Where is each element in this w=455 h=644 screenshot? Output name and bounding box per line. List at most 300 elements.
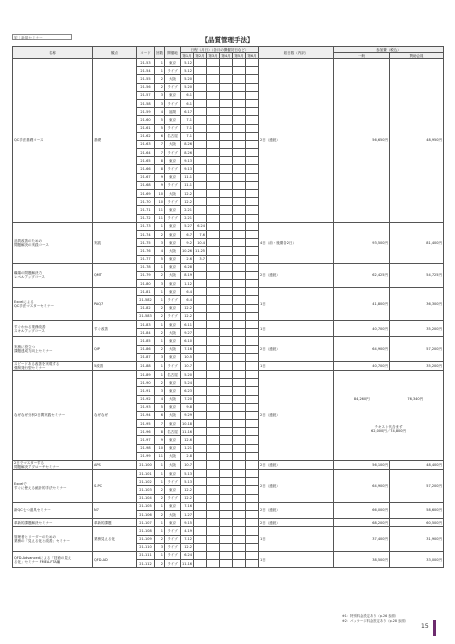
course-total-days: 2日（連続）: [259, 519, 334, 527]
date-5: [233, 494, 246, 502]
fee-note: テキスト代含まず 62,000円／74,800円: [371, 425, 406, 434]
date-2: [194, 535, 207, 543]
date-2: [194, 190, 207, 198]
session-number: 2: [155, 329, 165, 337]
date-2: [194, 494, 207, 502]
date-2: [194, 361, 207, 370]
date-2: [194, 140, 207, 148]
course-code: 21-53: [137, 59, 155, 67]
date-6: [246, 271, 259, 279]
date-2: [194, 560, 207, 568]
table-row: [13, 461, 444, 470]
date-4: [220, 494, 233, 502]
course-code: 21-85: [137, 337, 155, 345]
fee-general: 64,900円: [334, 337, 390, 362]
date-1: 10.7: [181, 361, 194, 370]
course-code: 21-101: [137, 470, 155, 478]
date-3: [207, 116, 220, 124]
venue: 東京: [165, 222, 181, 230]
date-3: [207, 527, 220, 535]
venue: 東京: [165, 59, 181, 67]
date-1: 7.20: [181, 395, 194, 403]
date-6: [246, 173, 259, 181]
date-6: [246, 486, 259, 494]
session-number: 2: [155, 486, 165, 494]
course-field: 業務見える化: [93, 527, 137, 552]
session-number: 1: [155, 263, 165, 271]
date-6: [246, 329, 259, 337]
date-1: 5.20: [181, 75, 194, 83]
date-2: [194, 329, 207, 337]
course-code: 21-67: [137, 173, 155, 181]
session-number: 9: [155, 181, 165, 189]
course-field: QIP: [93, 337, 137, 362]
date-5: [233, 304, 246, 312]
date-6: [246, 304, 259, 312]
session-number: 1: [155, 222, 165, 230]
date-6: [246, 280, 259, 288]
date-1: 6.7: [181, 230, 194, 238]
date-5: [233, 263, 246, 271]
date-4: [220, 444, 233, 452]
date-4: [220, 132, 233, 140]
date-6: [246, 247, 259, 255]
venue: 東京: [165, 321, 181, 329]
date-2: [194, 116, 207, 124]
venue: ライブ: [165, 543, 181, 551]
course-code: 21-59: [137, 108, 155, 116]
date-6: [246, 345, 259, 353]
date-3: [207, 206, 220, 214]
session-number: 1: [155, 461, 165, 470]
session-number: 3: [155, 353, 165, 361]
session-number: 11: [155, 214, 165, 222]
date-4: [220, 486, 233, 494]
course-name: 2日でマスターする 問題解決アプローチセミナー: [13, 461, 93, 470]
date-1: 7.1: [181, 116, 194, 124]
course-field: QFD-AD: [93, 551, 137, 567]
session-number: 2: [155, 510, 165, 518]
fee-member: 48,950円: [390, 59, 444, 223]
date-6: [246, 116, 259, 124]
date-4: [220, 116, 233, 124]
fee-general: 38,500円: [334, 551, 390, 567]
date-1: 7.16: [181, 502, 194, 510]
date-4: [220, 379, 233, 387]
date-4: [220, 190, 233, 198]
date-6: [246, 214, 259, 222]
session-number: 10: [155, 190, 165, 198]
date-3: [207, 519, 220, 527]
date-6: [246, 527, 259, 535]
date-6: [246, 157, 259, 165]
date-3: [207, 190, 220, 198]
date-1: 10.5: [181, 353, 194, 361]
date-4: [220, 157, 233, 165]
date-5: [233, 329, 246, 337]
date-1: 10.7: [181, 461, 194, 470]
course-code: 21-68: [137, 181, 155, 189]
date-2: [194, 280, 207, 288]
course-code: 21-69: [137, 190, 155, 198]
date-5: [233, 535, 246, 543]
course-name: 管理者とリーダーのための 業務の「見える化と改善」セミナー: [13, 527, 93, 552]
date-6: [246, 519, 259, 527]
date-1: 2.21: [181, 206, 194, 214]
date-4: [220, 206, 233, 214]
date-1: 7.1: [181, 132, 194, 140]
course-code: 21-96: [137, 428, 155, 436]
date-4: [220, 337, 233, 345]
date-5: [233, 173, 246, 181]
date-2: 6.24: [194, 222, 207, 230]
course-code: 21-110: [137, 543, 155, 551]
date-4: [220, 271, 233, 279]
date-5: [233, 560, 246, 568]
date-3: [207, 379, 220, 387]
date-1: 8.26: [181, 149, 194, 157]
session-number: 3: [155, 239, 165, 247]
date-6: [246, 99, 259, 107]
date-6: [246, 478, 259, 486]
venue: 東京: [165, 519, 181, 527]
date-4: [220, 519, 233, 527]
date-3: [207, 99, 220, 107]
date-2: [194, 370, 207, 378]
date-3: [207, 535, 220, 543]
date-5: [233, 519, 246, 527]
date-5: [233, 379, 246, 387]
date-2: [194, 214, 207, 222]
session-number: 6: [155, 411, 165, 419]
course-total-days: 1日: [259, 361, 334, 370]
fee-general: 41,800円: [334, 288, 390, 321]
date-6: [246, 239, 259, 247]
date-2: [194, 345, 207, 353]
date-1: 1.21: [181, 444, 194, 452]
footnote-1: ※1：特別料金設定あり（p.26 参照）: [342, 614, 399, 618]
fee-general: 40,700円: [334, 361, 390, 370]
date-3: [207, 263, 220, 271]
col-name: 名称: [13, 47, 93, 59]
date-3: [207, 239, 220, 247]
session-number: 1: [155, 321, 165, 329]
date-4: [220, 173, 233, 181]
course-code: 21-94: [137, 411, 155, 419]
course-total-days: 2日（連続）: [259, 263, 334, 288]
date-6: [246, 543, 259, 551]
course-code: 21-65: [137, 157, 155, 165]
venue: 東京: [165, 230, 181, 238]
course-field: PAQ7: [93, 288, 137, 321]
date-1: 5.13: [181, 470, 194, 478]
date-1: 9.13: [181, 165, 194, 173]
course-field: 革新的課題: [93, 519, 137, 527]
date-1: 5.13: [181, 478, 194, 486]
date-1: 2.8: [181, 452, 194, 460]
fee-general: 40,700円: [334, 321, 390, 337]
date-2: [194, 444, 207, 452]
date-4: [220, 230, 233, 238]
fee-member: 76,340円: [407, 397, 424, 402]
date-2: [194, 436, 207, 444]
course-name: 革新的課題解決セミナー: [13, 519, 93, 527]
venue: 東京: [165, 255, 181, 263]
venue: ライブ: [165, 165, 181, 173]
date-4: [220, 67, 233, 75]
date-2: [194, 271, 207, 279]
date-6: [246, 535, 259, 543]
col-d2: 第2月: [195, 53, 205, 58]
session-number: 2: [155, 83, 165, 91]
course-code: 21-106: [137, 510, 155, 518]
date-5: [233, 436, 246, 444]
course-code: 21-84: [137, 329, 155, 337]
date-2: [194, 181, 207, 189]
course-code: 21-107: [137, 519, 155, 527]
fee-general: 56,100円: [334, 461, 390, 470]
course-code: 21-100: [137, 461, 155, 470]
date-6: [246, 420, 259, 428]
date-4: [220, 436, 233, 444]
date-4: [220, 478, 233, 486]
date-1: 7.16: [181, 345, 194, 353]
date-4: [220, 75, 233, 83]
venue: 東京: [165, 157, 181, 165]
course-code: 21-99: [137, 452, 155, 460]
date-3: [207, 91, 220, 99]
col-dates-group: 日程（月日）（各月の開催初日など）: [181, 47, 259, 53]
date-5: [233, 214, 246, 222]
date-5: [233, 99, 246, 107]
session-number: 3: [155, 91, 165, 99]
session-number: 5: [155, 116, 165, 124]
col-d4: 第4月: [221, 53, 231, 58]
date-2: [194, 173, 207, 181]
table-row: [13, 321, 444, 329]
course-field: 基礎: [93, 59, 137, 223]
venue: ライブ: [165, 99, 181, 107]
course-code: 21-75: [137, 239, 155, 247]
session-number: 9: [155, 173, 165, 181]
venue: 名古屋: [165, 428, 181, 436]
date-6: [246, 387, 259, 395]
course-code: 21-56: [137, 83, 155, 91]
session-number: 1: [155, 361, 165, 370]
date-2: [194, 312, 207, 320]
session-number: 5: [155, 255, 165, 263]
session-number: 2: [155, 379, 165, 387]
date-6: [246, 494, 259, 502]
course-code: 21-63: [137, 140, 155, 148]
date-6: [246, 91, 259, 99]
date-2: [194, 91, 207, 99]
col-fee-member: 賛助会員: [390, 53, 444, 59]
course-code: 21-583: [137, 312, 155, 320]
venue: 東京: [165, 444, 181, 452]
session-number: 10: [155, 444, 165, 452]
date-2: 11.25: [194, 247, 207, 255]
date-4: [220, 108, 233, 116]
date-3: [207, 198, 220, 206]
date-4: [220, 222, 233, 230]
date-3: [207, 452, 220, 460]
session-number: 7: [155, 140, 165, 148]
course-field: S-PC: [93, 470, 137, 503]
course-total-days: 1日: [259, 527, 334, 552]
date-5: [233, 132, 246, 140]
date-3: [207, 67, 220, 75]
venue: 大阪: [165, 461, 181, 470]
date-2: [194, 387, 207, 395]
date-4: [220, 280, 233, 288]
session-number: 4: [155, 108, 165, 116]
date-5: [233, 387, 246, 395]
date-3: [207, 486, 220, 494]
date-3: [207, 312, 220, 320]
date-6: [246, 510, 259, 518]
course-code: 21-60: [137, 116, 155, 124]
date-4: [220, 420, 233, 428]
date-5: [233, 337, 246, 345]
date-2: [194, 75, 207, 83]
date-3: [207, 288, 220, 296]
date-5: [233, 510, 246, 518]
date-6: [246, 132, 259, 140]
session-number: 8: [155, 157, 165, 165]
venue: 大阪: [165, 395, 181, 403]
venue: 大阪: [165, 411, 181, 419]
date-4: [220, 527, 233, 535]
date-1: 7.1: [181, 124, 194, 132]
session-number: 3: [155, 543, 165, 551]
venue: 東京: [165, 486, 181, 494]
course-code: 21-70: [137, 198, 155, 206]
course-name: スピードある改善を実現する 強制発行型セミナー: [13, 361, 93, 370]
course-code: 21-80: [137, 280, 155, 288]
date-4: [220, 83, 233, 91]
date-4: [220, 370, 233, 378]
date-1: 1.27: [181, 510, 194, 518]
date-4: [220, 59, 233, 67]
session-number: 8: [155, 428, 165, 436]
date-5: [233, 361, 246, 370]
date-2: [194, 428, 207, 436]
session-number: 4: [155, 247, 165, 255]
col-field: 観点: [93, 47, 137, 59]
date-3: [207, 494, 220, 502]
page-title: 【品質管理手法】: [201, 36, 254, 44]
date-1: 12.2: [181, 190, 194, 198]
course-code: 21-82: [137, 304, 155, 312]
date-5: [233, 149, 246, 157]
date-4: [220, 124, 233, 132]
date-6: [246, 198, 259, 206]
date-6: [246, 551, 259, 559]
course-code: 21-93: [137, 403, 155, 411]
date-5: [233, 428, 246, 436]
course-code: 21-54: [137, 67, 155, 75]
course-code: 21-109: [137, 535, 155, 543]
date-3: [207, 420, 220, 428]
date-2: [194, 452, 207, 460]
course-code: 21-76: [137, 247, 155, 255]
fee-general: 68,200円: [334, 519, 390, 527]
date-2: [194, 296, 207, 304]
date-4: [220, 247, 233, 255]
course-code: 21-104: [137, 494, 155, 502]
date-5: [233, 181, 246, 189]
col-format: 開催地: [165, 47, 181, 59]
date-2: [194, 353, 207, 361]
date-6: [246, 312, 259, 320]
course-name: なぜなぜ分析2日間実践セミナー: [13, 370, 93, 460]
date-4: [220, 461, 233, 470]
course-fees: [334, 370, 444, 460]
date-4: [220, 411, 233, 419]
venue: ライブ: [165, 560, 181, 568]
fee-member: 57,200円: [390, 337, 444, 362]
date-3: [207, 387, 220, 395]
date-6: [246, 108, 259, 116]
date-1: 9.2: [181, 239, 194, 247]
date-1: 12.2: [181, 312, 194, 320]
date-1: 12.2: [181, 494, 194, 502]
date-3: [207, 59, 220, 67]
date-3: [207, 280, 220, 288]
table-row: [13, 59, 444, 67]
venue: ライブ: [165, 478, 181, 486]
table-row: [13, 519, 444, 527]
date-4: [220, 510, 233, 518]
date-3: [207, 321, 220, 329]
date-5: [233, 543, 246, 551]
date-5: [233, 91, 246, 99]
col-total: 総日数（内訳）: [259, 47, 334, 59]
date-3: [207, 370, 220, 378]
date-4: [220, 304, 233, 312]
date-6: [246, 181, 259, 189]
date-3: [207, 108, 220, 116]
date-2: [194, 543, 207, 551]
date-6: [246, 296, 259, 304]
table-row: [13, 222, 444, 230]
session-number: 7: [155, 149, 165, 157]
course-code: 21-58: [137, 99, 155, 107]
date-3: [207, 222, 220, 230]
venue: 東京: [165, 353, 181, 361]
date-3: [207, 478, 220, 486]
date-4: [220, 329, 233, 337]
venue: 東京: [165, 173, 181, 181]
date-2: 3.7: [194, 255, 207, 263]
date-6: [246, 502, 259, 510]
date-1: 9.8: [181, 403, 194, 411]
date-3: [207, 403, 220, 411]
session-number: 2: [155, 312, 165, 320]
date-4: [220, 140, 233, 148]
date-4: [220, 296, 233, 304]
fee-member: 81,400円: [390, 222, 444, 263]
venue: 東京: [165, 206, 181, 214]
venue: 大阪: [165, 510, 181, 518]
date-4: [220, 165, 233, 173]
date-2: [194, 132, 207, 140]
course-code: 21-105: [137, 502, 155, 510]
date-6: [246, 321, 259, 329]
date-6: [246, 165, 259, 173]
date-2: [194, 337, 207, 345]
